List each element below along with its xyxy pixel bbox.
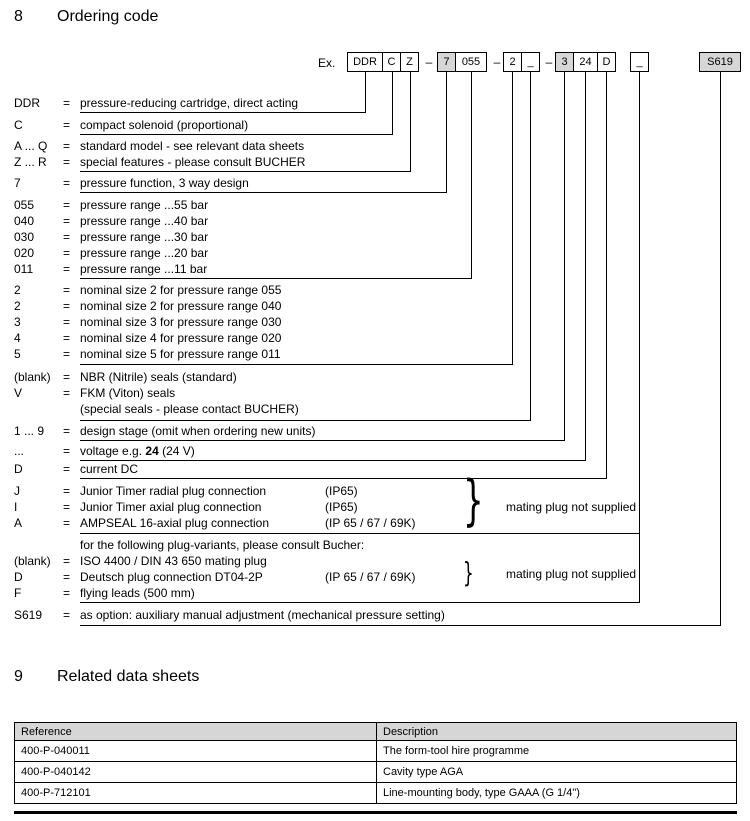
row-equals: = xyxy=(63,246,71,260)
row-equals: = xyxy=(63,331,71,345)
row-code: F xyxy=(14,586,22,600)
row-desc: pressure-reducing cartridge, direct acting xyxy=(80,96,299,110)
connector-underline xyxy=(80,134,392,135)
row-equals: = xyxy=(63,444,71,458)
row-code: I xyxy=(14,500,18,514)
row-desc: pressure range ...20 bar xyxy=(80,246,209,260)
col-header-reference: Reference xyxy=(15,723,377,741)
row-code: Z ... R xyxy=(14,155,47,169)
row-code: 030 xyxy=(14,230,35,244)
row-code: 2 xyxy=(14,299,21,313)
row-equals: = xyxy=(63,155,71,169)
connector-underline xyxy=(80,533,639,534)
code-box-plug-blank: _ xyxy=(630,52,649,72)
ordering-row xyxy=(0,554,750,570)
code-box-s619: S619 xyxy=(699,52,741,72)
row-desc: current DC xyxy=(80,462,139,476)
row-desc: (special seals - please contact BUCHER) xyxy=(80,402,299,416)
row-equals: = xyxy=(63,262,71,276)
section-number: 8 xyxy=(14,8,23,25)
row-equals: = xyxy=(63,500,71,514)
code-box-7: 7 xyxy=(437,52,456,72)
row-equals: = xyxy=(63,586,71,600)
row-equals: = xyxy=(63,484,71,498)
row-desc: special features - please consult BUCHER xyxy=(80,155,306,169)
connector-underline xyxy=(80,602,639,603)
row-equals: = xyxy=(63,370,71,384)
row-desc: nominal size 4 for pressure range 020 xyxy=(80,331,282,345)
mating-plug-note: mating plug not supplied xyxy=(506,500,637,514)
row-desc: pressure range ...11 bar xyxy=(80,262,208,276)
ordering-row xyxy=(0,214,750,230)
row-code: 4 xyxy=(14,331,21,345)
ordering-row xyxy=(0,96,750,112)
voltage-value: 24 xyxy=(145,444,159,458)
row-equals: = xyxy=(63,283,71,297)
row-code: 5 xyxy=(14,347,21,361)
cell-reference: 400-P-040011 xyxy=(15,741,377,762)
example-label: Ex. xyxy=(318,56,336,70)
row-code: 011 xyxy=(14,262,34,276)
row-desc: nominal size 2 for pressure range 055 xyxy=(80,283,282,297)
row-code: (blank) xyxy=(14,554,51,568)
connector-underline xyxy=(80,478,606,479)
row-equals: = xyxy=(63,299,71,313)
cell-description: Line-mounting body, type GAAA (G 1/4") xyxy=(377,783,737,804)
ordering-row xyxy=(0,462,750,478)
row-equals: = xyxy=(63,139,71,153)
code-dash: – xyxy=(545,55,553,69)
ordering-row xyxy=(0,586,750,602)
code-box-z: Z xyxy=(400,52,419,72)
mating-plug-note: mating plug not supplied xyxy=(506,567,637,581)
code-dash: – xyxy=(425,55,433,69)
code-box-055: 055 xyxy=(455,52,487,72)
row-desc: pressure range ...55 bar xyxy=(80,198,209,212)
table-row xyxy=(15,783,737,804)
row-equals: = xyxy=(63,386,71,400)
row-code: 2 xyxy=(14,283,21,297)
row-code: 3 xyxy=(14,315,21,329)
table-row xyxy=(15,741,737,762)
code-box-seal-blank: _ xyxy=(521,52,540,72)
ordering-row xyxy=(0,484,750,500)
cell-reference: 400-P-712101 xyxy=(15,783,377,804)
row-equals: = xyxy=(63,516,71,530)
row-equals: = xyxy=(63,198,71,212)
row-ip-rating: (IP 65 / 67 / 69K) xyxy=(325,516,416,530)
row-desc: pressure range ...40 bar xyxy=(80,214,209,228)
row-ip-rating: (IP65) xyxy=(325,484,358,498)
row-code: 040 xyxy=(14,214,35,228)
row-desc: ISO 4400 / DIN 43 650 mating plug xyxy=(80,554,267,568)
ordering-row xyxy=(0,608,750,624)
row-desc: flying leads (500 mm) xyxy=(80,586,195,600)
col-header-description: Description xyxy=(377,723,737,741)
row-code: S619 xyxy=(14,608,43,622)
row-desc: as option: auxiliary manual adjustment (mechanical pressure setting) xyxy=(80,608,445,622)
row-equals: = xyxy=(63,462,71,476)
row-desc: compact solenoid (proportional) xyxy=(80,118,249,132)
row-desc: Junior Timer axial plug connection xyxy=(80,500,262,514)
row-code: D xyxy=(14,570,23,584)
row-equals: = xyxy=(63,347,71,361)
section-title: Ordering code xyxy=(57,8,159,25)
code-box-2: 2 xyxy=(503,52,522,72)
row-ip-rating: (IP 65 / 67 / 69K) xyxy=(325,570,416,584)
related-data-sheets-table xyxy=(14,722,737,804)
ordering-row xyxy=(0,538,750,554)
row-desc: nominal size 2 for pressure range 040 xyxy=(80,299,282,313)
row-code: A xyxy=(14,516,23,530)
row-equals: = xyxy=(63,118,71,132)
row-equals: = xyxy=(63,230,71,244)
row-code: 020 xyxy=(14,246,35,260)
ordering-row xyxy=(0,283,750,299)
connector-underline xyxy=(80,192,446,193)
row-code: (blank) xyxy=(14,370,51,384)
bottom-rule xyxy=(14,811,737,814)
row-code: J xyxy=(14,484,20,498)
ordering-row xyxy=(0,424,750,440)
cell-description: The form-tool hire programme xyxy=(377,741,737,762)
ordering-row xyxy=(0,386,750,402)
row-code: A ... Q xyxy=(14,139,48,153)
ordering-row xyxy=(0,155,750,171)
ordering-row xyxy=(0,198,750,214)
row-equals: = xyxy=(63,96,71,110)
row-code: D xyxy=(14,462,23,476)
ordering-row xyxy=(0,315,750,331)
ordering-row xyxy=(0,139,750,155)
row-desc: voltage e.g. 24 (24 V) xyxy=(80,444,195,458)
row-desc: AMPSEAL 16-axial plug connection xyxy=(80,516,269,530)
row-code: 1 ... 9 xyxy=(14,424,45,438)
ordering-row xyxy=(0,176,750,192)
row-desc: nominal size 3 for pressure range 030 xyxy=(80,315,282,329)
row-desc: Deutsch plug connection DT04-2P xyxy=(80,570,263,584)
ordering-row xyxy=(0,370,750,386)
connector-underline xyxy=(80,440,564,441)
row-equals: = xyxy=(63,554,71,568)
row-code: C xyxy=(14,118,23,132)
code-box-24: 24 xyxy=(573,52,598,72)
row-desc: for the following plug-variants, please consult Bucher: xyxy=(80,538,365,552)
row-equals: = xyxy=(63,424,71,438)
row-code: 055 xyxy=(14,198,35,212)
row-desc: design stage (omit when ordering new units) xyxy=(80,424,316,438)
ordering-row xyxy=(0,570,750,586)
code-dash: – xyxy=(493,55,501,69)
row-desc: Junior Timer radial plug connection xyxy=(80,484,267,498)
connector-underline xyxy=(80,460,585,461)
connector-underline xyxy=(80,278,471,279)
row-desc: FKM (Viton) seals xyxy=(80,386,176,400)
row-equals: = xyxy=(63,608,71,622)
code-box-d: D xyxy=(597,52,616,72)
connector-underline xyxy=(80,171,410,172)
connector-underline xyxy=(80,364,512,365)
ordering-row xyxy=(0,230,750,246)
row-code: ... xyxy=(14,444,25,458)
ordering-row xyxy=(0,347,750,363)
row-equals: = xyxy=(63,176,71,190)
ordering-row xyxy=(0,331,750,347)
row-desc: pressure function, 3 way design xyxy=(80,176,249,190)
connector-underline xyxy=(80,625,720,626)
ordering-row xyxy=(0,262,750,278)
row-desc: standard model - see relevant data sheets xyxy=(80,139,305,153)
ordering-row xyxy=(0,500,750,516)
code-box-ddr: DDR xyxy=(347,52,383,72)
table-header-row xyxy=(15,723,737,741)
code-box-c: C xyxy=(382,52,401,72)
table-row xyxy=(15,762,737,783)
code-box-3: 3 xyxy=(555,52,574,72)
section-title: Related data sheets xyxy=(57,668,200,685)
row-desc: NBR (Nitrile) seals (standard) xyxy=(80,370,237,384)
cell-reference: 400-P-040142 xyxy=(15,762,377,783)
ordering-row xyxy=(0,516,750,532)
row-equals: = xyxy=(63,570,71,584)
row-code: V xyxy=(14,386,23,400)
ordering-row xyxy=(0,444,750,460)
ordering-row xyxy=(0,246,750,262)
row-code: 7 xyxy=(14,176,21,190)
row-ip-rating: (IP65) xyxy=(325,500,358,514)
connector-underline xyxy=(80,112,365,113)
section-number: 9 xyxy=(14,668,23,685)
ordering-row xyxy=(0,299,750,315)
ordering-row xyxy=(0,118,750,134)
connector-underline xyxy=(80,420,530,421)
right-brace-icon: } xyxy=(463,469,484,532)
row-desc: nominal size 5 for pressure range 011 xyxy=(80,347,281,361)
cell-description: Cavity type AGA xyxy=(377,762,737,783)
row-equals: = xyxy=(63,315,71,329)
row-desc: pressure range ...30 bar xyxy=(80,230,209,244)
row-code: DDR xyxy=(14,96,40,110)
row-equals: = xyxy=(63,214,71,228)
ordering-row xyxy=(0,402,750,418)
right-brace-icon: } xyxy=(463,556,474,589)
